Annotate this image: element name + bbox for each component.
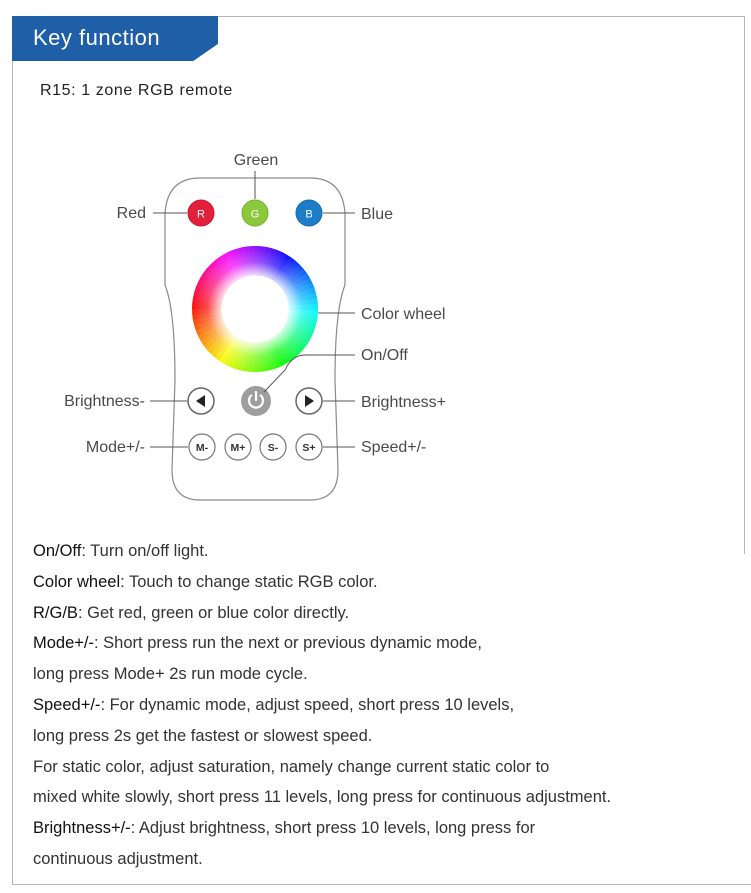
red-button-label: R: [197, 208, 205, 221]
blue-button[interactable]: [296, 200, 322, 226]
desc-text: : Short press run the next or previous dynamic mode,: [94, 634, 482, 653]
brightness-minus-label: Brightness-: [64, 393, 145, 410]
brightness-minus-button[interactable]: [188, 388, 214, 414]
desc-text: : For dynamic mode, adjust speed, short press 10 levels,: [100, 695, 515, 714]
green-button-label: G: [250, 208, 260, 221]
desc-brightness: [33, 813, 733, 844]
desc-speed-line2: long press 2s get the fastest or slowest speed.: [33, 726, 373, 745]
desc-term: Brightness+/-: [33, 819, 131, 838]
green-button[interactable]: [242, 200, 268, 226]
mode-label: Mode+/-: [85, 439, 145, 456]
green-label: Green: [233, 152, 279, 169]
desc-mode: [33, 628, 733, 659]
red-button[interactable]: [188, 200, 214, 226]
blue-label: Blue: [361, 206, 394, 223]
speed-minus-label: S-: [267, 442, 279, 454]
desc-text: : Turn on/off light.: [81, 542, 209, 560]
mode-plus-button[interactable]: [225, 434, 251, 460]
desc-rgb: [33, 598, 733, 629]
mode-minus-label: M-: [195, 442, 209, 454]
desc-speed: [33, 690, 733, 721]
on-off-label: On/Off: [361, 347, 408, 364]
desc-term: Mode+/-: [33, 634, 94, 653]
model-title: R15: 1 zone RGB remote: [40, 82, 233, 99]
desc-speed-line3: For static color, adjust saturation, namely change current static color to: [33, 757, 550, 776]
desc-speed-line4: mixed white slowly, short press 11 levels, long press for continuous adjustment.: [33, 788, 612, 807]
color-wheel-label: Color wheel: [361, 306, 446, 323]
power-button[interactable]: [241, 386, 271, 416]
speed-plus-button[interactable]: [296, 434, 322, 460]
mode-minus-button[interactable]: [189, 434, 215, 460]
key-descriptions: [33, 536, 733, 875]
desc-term: On/Off: [33, 542, 82, 560]
desc-text: : Touch to change static RGB color.: [120, 572, 378, 591]
desc-color-wheel: [33, 567, 733, 598]
mode-plus-label: M+: [230, 442, 246, 454]
desc-text: : Get red, green or blue color directly.: [77, 603, 350, 622]
desc-term: R/G/B: [33, 603, 78, 622]
blue-button-label: B: [305, 208, 313, 221]
desc-on-off: [33, 536, 733, 567]
brightness-plus-label: Brightness+: [361, 394, 446, 411]
page-title: Key function: [33, 25, 161, 50]
desc-term: Speed+/-: [33, 695, 101, 714]
brightness-plus-button[interactable]: [296, 388, 322, 414]
desc-mode-line2: long press Mode+ 2s run mode cycle.: [33, 665, 308, 684]
desc-term: Color wheel: [33, 572, 121, 591]
desc-brightness-line2: continuous adjustment.: [33, 849, 203, 868]
speed-label: Speed+/-: [361, 439, 427, 456]
red-label: Red: [116, 205, 146, 222]
speed-minus-button[interactable]: [260, 434, 286, 460]
speed-plus-label: S+: [302, 442, 316, 454]
desc-text: : Adjust brightness, short press 10 levels, long press for: [130, 819, 536, 838]
